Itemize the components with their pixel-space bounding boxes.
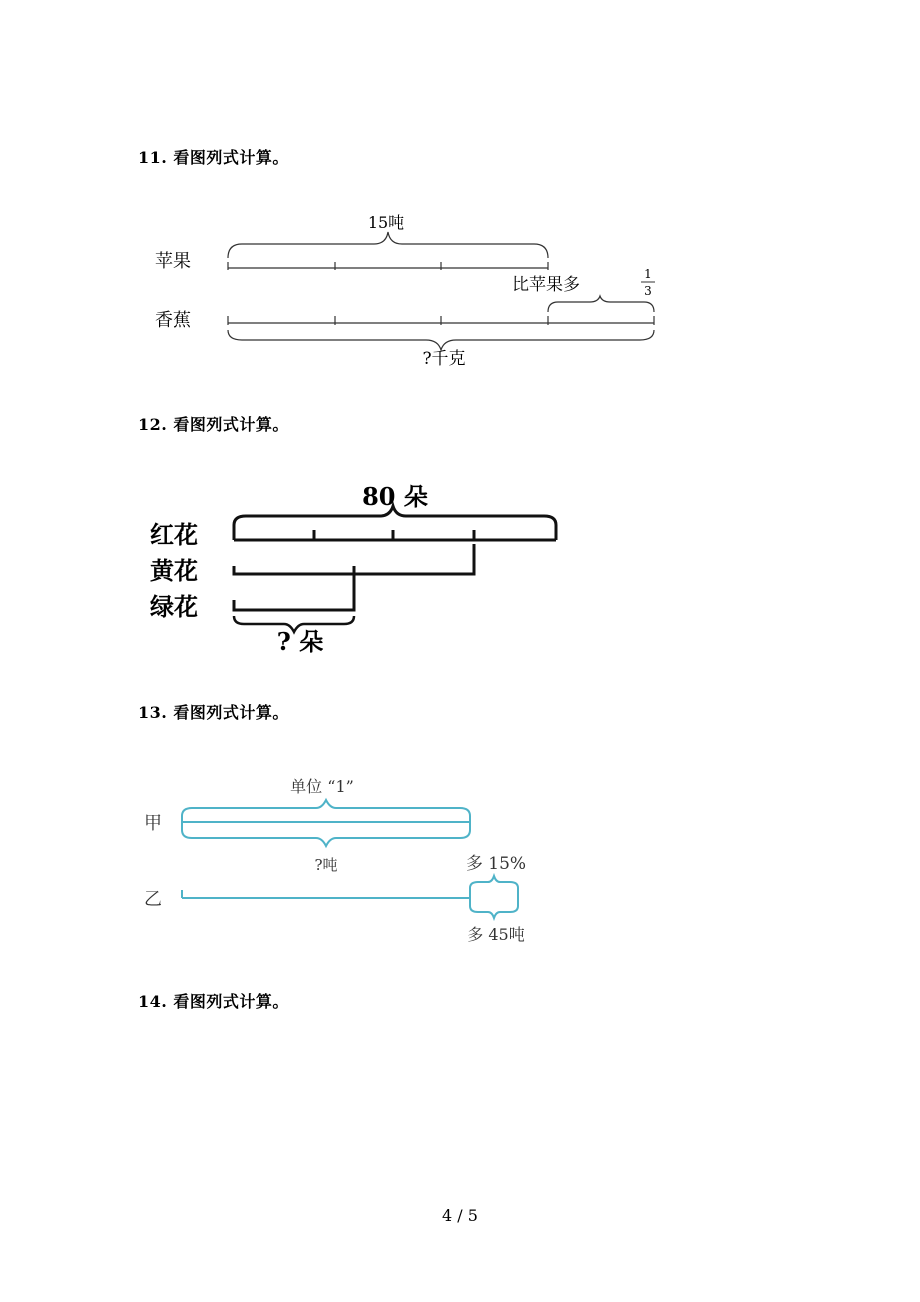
label-yellow-flower: 黄花 <box>150 556 198 585</box>
label-more-15-percent: 多 15% <box>465 854 527 874</box>
label-15t: 15吨 <box>367 213 405 232</box>
label-jia: 甲 <box>144 813 162 834</box>
jia-brace-bottom <box>182 822 470 846</box>
yi-extra-brace-top <box>470 876 518 898</box>
question-prompt: 看图列式计算。 <box>173 703 289 722</box>
label-more-than-apple: 比苹果多 <box>512 275 580 295</box>
label-question-kg: ?千克 <box>422 349 466 369</box>
question-prompt: 看图列式计算。 <box>173 992 289 1011</box>
label-question-flowers: ? 朵 <box>276 627 324 656</box>
jia-brace-top <box>182 800 470 822</box>
label-banana: 香蕉 <box>155 310 191 331</box>
label-red-flower: 红花 <box>150 520 198 549</box>
yi-extra-brace-bottom <box>470 898 518 918</box>
label-unit-1: 单位 “1” <box>290 777 354 796</box>
label-green-flower: 绿花 <box>150 592 198 621</box>
question-number: 12. <box>138 415 168 434</box>
question-prompt: 看图列式计算。 <box>173 415 289 434</box>
label-question-ton: ?吨 <box>314 856 338 874</box>
label-yi: 乙 <box>144 889 162 910</box>
question-number: 14. <box>138 992 168 1011</box>
question-number: 13. <box>138 703 168 722</box>
label-80: 80 朵 <box>362 482 428 511</box>
fraction-denominator: 3 <box>644 284 652 298</box>
question-number: 11. <box>138 148 168 167</box>
fraction-numerator: 1 <box>644 267 652 281</box>
question-14-title <box>138 989 289 1012</box>
label-more-45-ton: 多 45吨 <box>467 925 525 944</box>
label-apple: 苹果 <box>155 251 191 272</box>
page-number: 4 / 5 <box>442 1206 478 1225</box>
question-prompt: 看图列式计算。 <box>173 148 289 167</box>
